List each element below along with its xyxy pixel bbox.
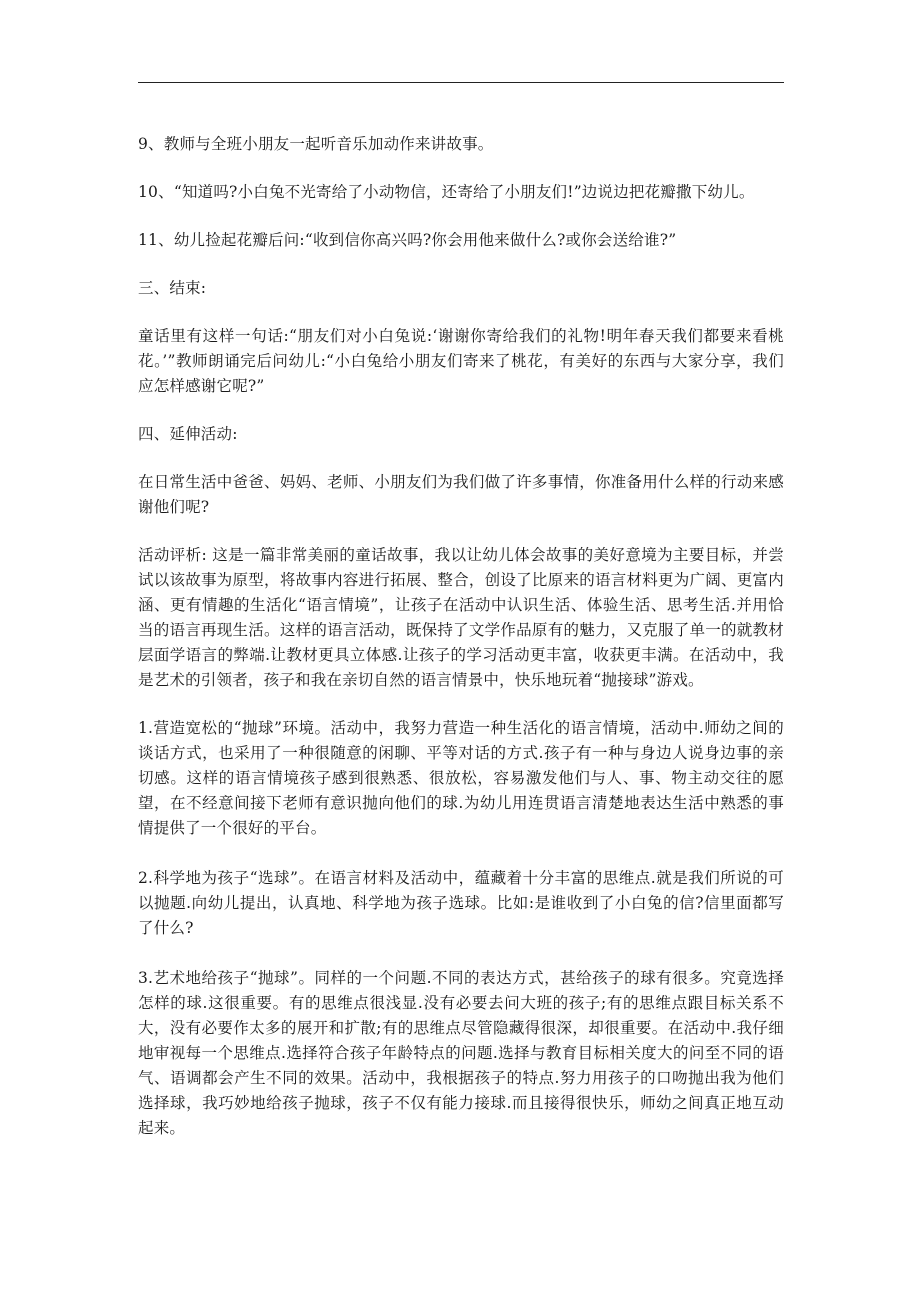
section-heading-ending: 三、结束:	[138, 279, 207, 297]
document-body	[138, 132, 784, 1141]
paragraph-extension-activity: 在日常生活中爸爸、妈妈、老师、小朋友们为我们做了许多事情，你准备用什么样的行动来感谢他们呢?	[138, 473, 784, 516]
paragraph-step-9: 9、教师与全班小朋友一起听音乐加动作来讲故事。	[138, 135, 494, 153]
paragraph-point-3: 3.艺术地给孩子“抛球”。同样的一个问题.不同的表达方式，甚给孩子的球有很多。究竟选择怎样的球.这很重要。有的思维点很浅显.没有必要去问大班的孩子;有的思维点跟目标关系不大，没有必要作太多的展开和扩散;有的思维点尽管隐藏得很深，却很重要。在活动中.我仔细地审视每一个思维点.选择符合孩子年龄特点的问题.选择与教育目标相关度大的问至不同的语气、语调都会产生不同的效果。活动中，我根据孩子的特点.努力用孩子的口吻抛出我为他们选择球，我巧妙地给孩子抛球，孩子不仅有能力接球.而且接得很快乐，师幼之间真正地互动起来。	[138, 969, 784, 1137]
header-rule	[138, 82, 784, 83]
paragraph-step-10: 10、“知道吗?小白兔不光寄给了小动物信，还寄给了小朋友们!”边说边把花瓣撒下幼儿。	[138, 183, 755, 201]
paragraph-step-11: 11、幼儿捡起花瓣后问:“收到信你高兴吗?你会用他来做什么?或你会送给谁?”	[138, 231, 677, 249]
paragraph-ending-story: 童话里有这样一句话:“朋友们对小白兔说:‘谢谢你寄给我们的礼物!明年春天我们都要来看桃花。’”教师朗诵完后问幼儿:“小白兔给小朋友们寄来了桃花，有美好的东西与大家分享，我们应怎样感谢它呢?”	[138, 327, 784, 395]
paragraph-point-2: 2.科学地为孩子“选球”。在语言材料及活动中，蕴藏着十分丰富的思维点.就是我们所说的可以抛题.向幼儿提出，认真地、科学地为孩子选球。比如:是谁收到了小白兔的信?信里面都写了什么?	[138, 869, 784, 937]
section-heading-extension: 四、延伸活动:	[138, 425, 238, 443]
paragraph-activity-review: 活动评析: 这是一篇非常美丽的童话故事，我以让幼儿体会故事的美好意境为主要目标，并尝试以该故事为原型，将故事内容进行拓展、整合，创设了比原来的语言材料更为广阔、更富内涵、更有情趣的生活化“语言情境”，让孩子在活动中认识生活、体验生活、思考生活.并用恰当的语言再现生活。这样的语言活动，既保持了文学作品原有的魅力，又克服了单一的就教材层面学语言的弊端.让教材更具立体感.让孩子的学习活动更丰富，收获更丰满。在活动中，我是艺术的引领者，孩子和我在亲切自然的语言情景中，快乐地玩着“抛接球”游戏。	[138, 546, 784, 689]
paragraph-point-1: 1.营造宽松的“抛球”环境。活动中，我努力营造一种生活化的语言情境，活动中.师幼之间的谈话方式，也采用了一种很随意的闲聊、平等对话的方式.孩子有一种与身边人说身边事的亲切感。这样的语言情境孩子感到很熟悉、很放松，容易激发他们与人、事、物主动交往的愿望，在不经意间接下老师有意识抛向他们的球.为幼儿用连贯语言清楚地表达生活中熟悉的事情提供了一个很好的平台。	[138, 719, 784, 837]
